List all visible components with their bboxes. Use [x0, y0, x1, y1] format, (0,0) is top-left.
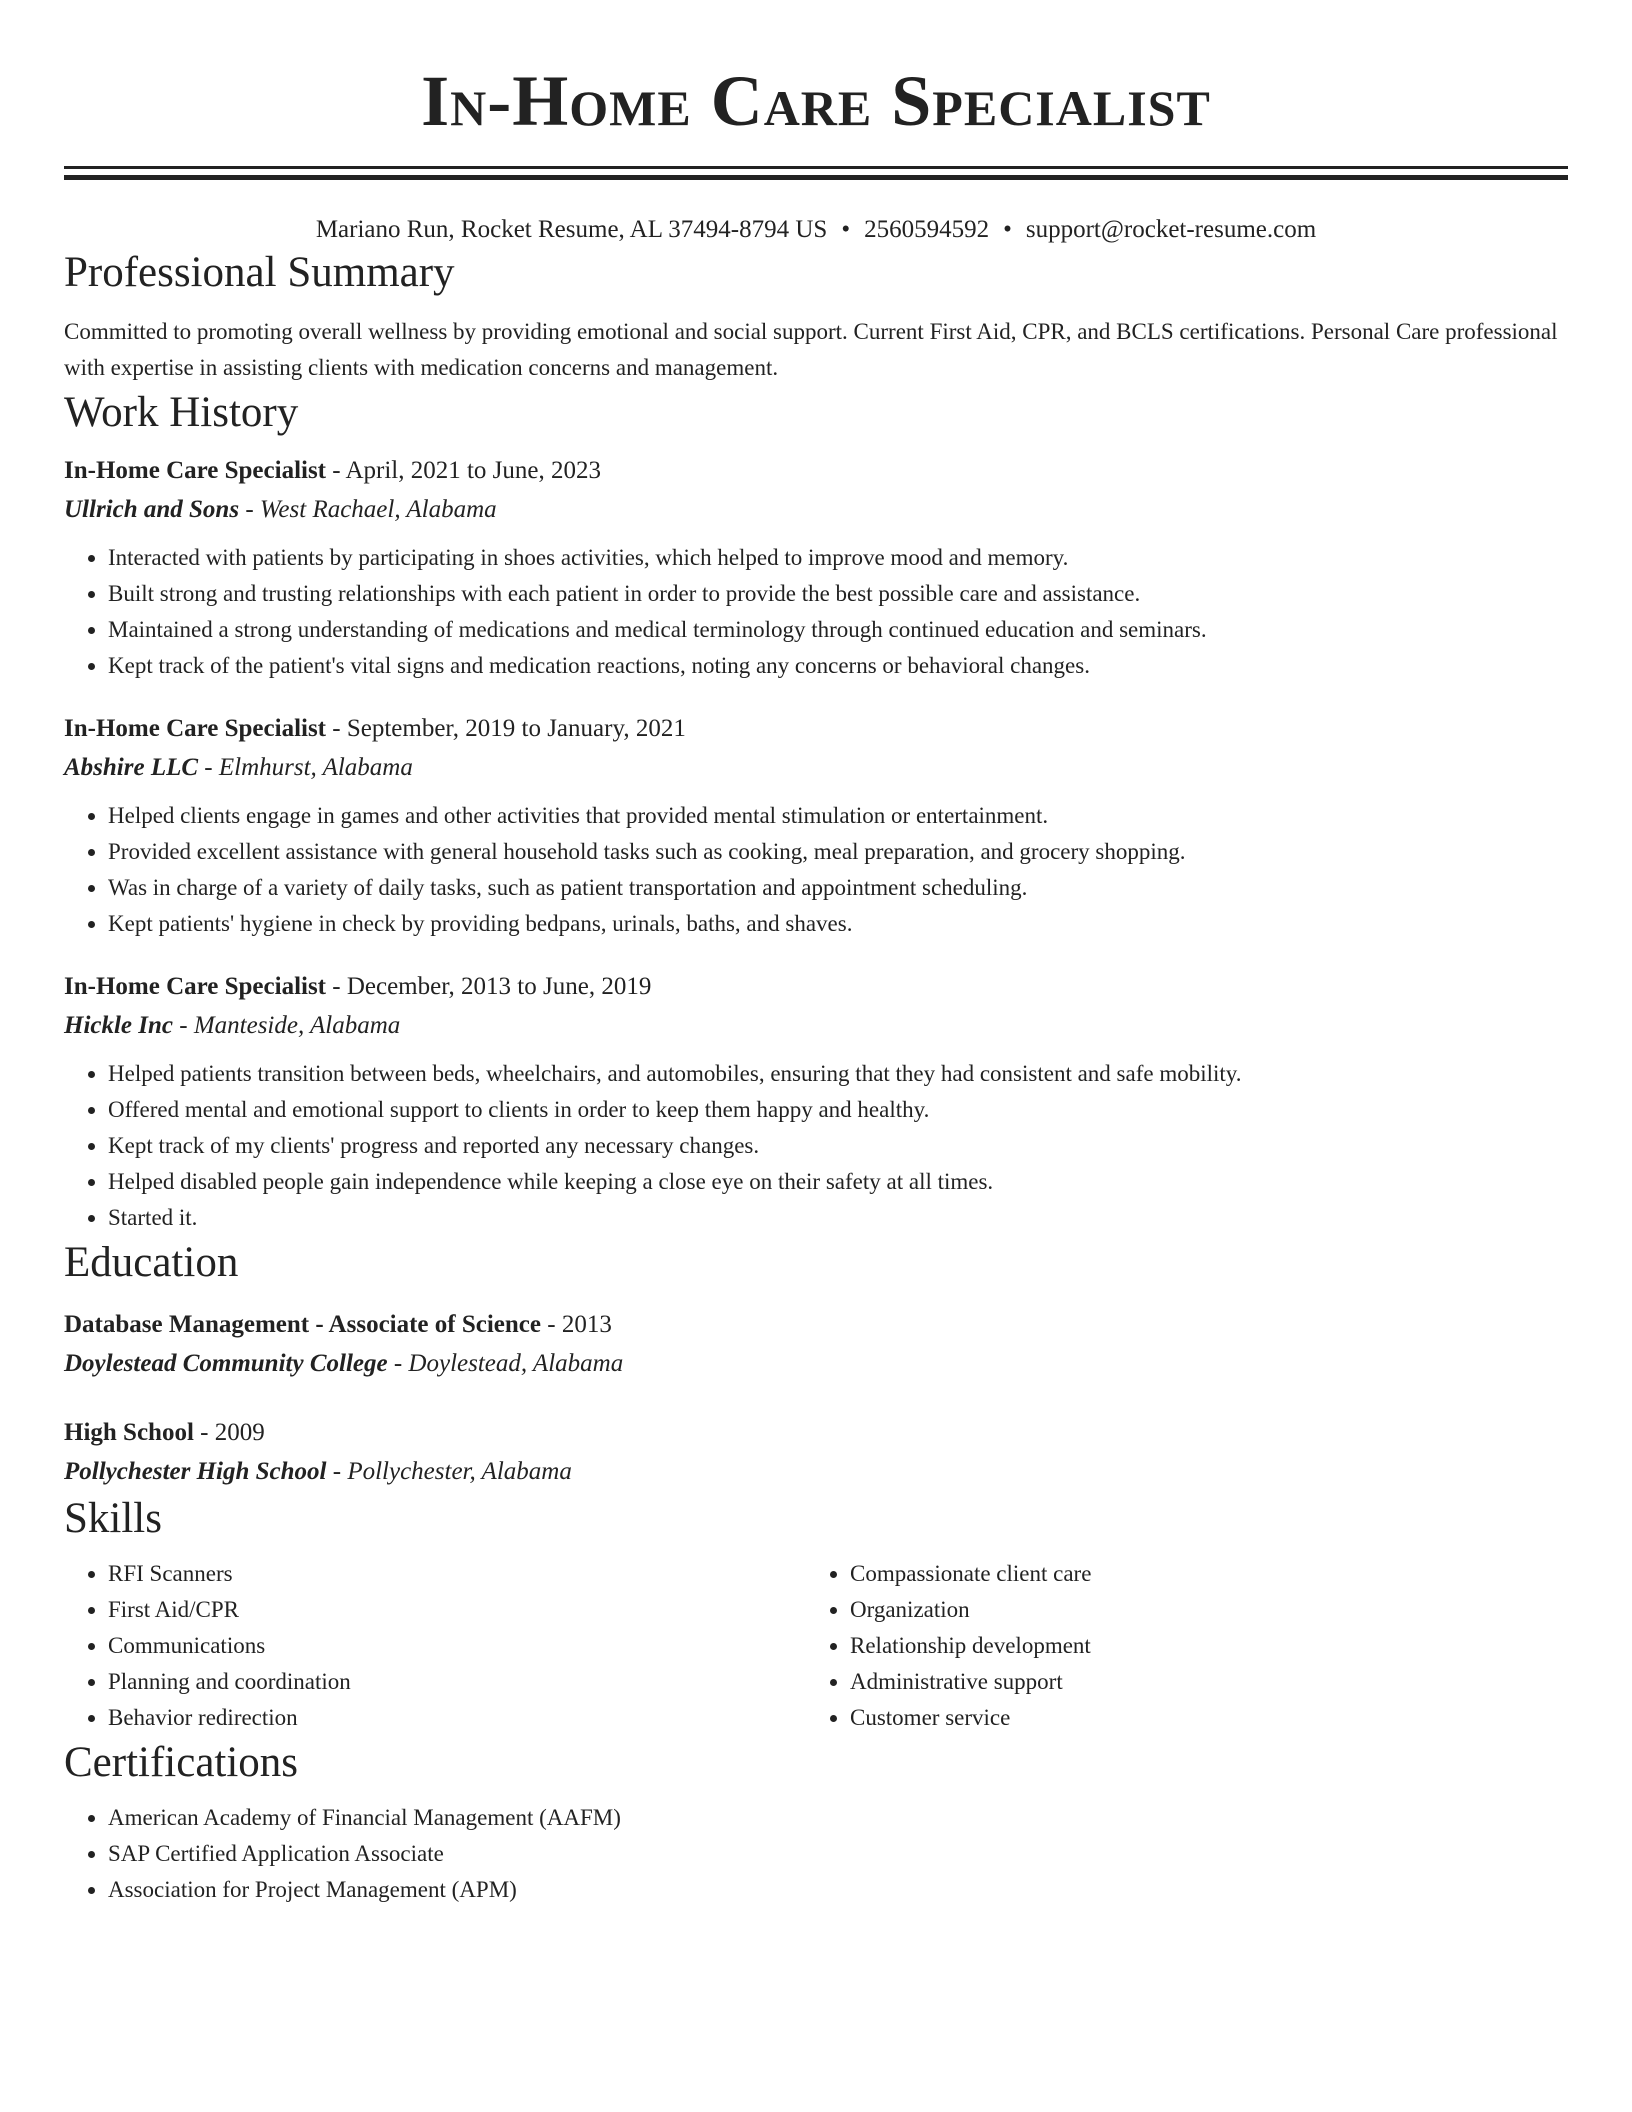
job-title-line	[64, 710, 1568, 748]
list-item: • Helped patients transition between beds, wheelchairs, and automobiles, ensuring that they had consistent and safe mobility.	[108, 1056, 1568, 1092]
job-location: - West Rachael, Alabama	[239, 496, 497, 523]
job-company: Ullrich and Sons	[64, 496, 240, 523]
education-entry	[64, 1414, 1568, 1492]
skill-item: • First Aid/CPR	[108, 1592, 806, 1628]
job-location: - Manteside, Alabama	[173, 1012, 401, 1039]
skills-columns	[64, 1556, 1568, 1736]
section-heading-certifications: Certifications	[64, 1739, 299, 1786]
certification-item: • Association for Project Management (APM)	[108, 1872, 1568, 1908]
job-company-line	[64, 490, 1568, 530]
list-item: • Started it.	[108, 1200, 1568, 1236]
section-heading-summary: Professional Summary	[64, 249, 455, 296]
skill-item: • Administrative support	[850, 1664, 1550, 1700]
skill-item: • Planning and coordination	[108, 1664, 806, 1700]
list-item: • Provided excellent assistance with general household tasks such as cooking, meal preparation, and grocery shopping.	[108, 834, 1568, 870]
job-title-line	[64, 968, 1568, 1006]
education-school-line	[64, 1344, 1568, 1384]
job-dates: - April, 2021 to June, 2023	[326, 457, 602, 484]
summary-text: Committed to promoting overall wellness by providing emotional and social support. Current First Aid, CPR, and BCLS certifications. Personal Care professional with expertise in assisting clients with medication concerns and management.	[64, 319, 1558, 380]
section-heading-education: Education	[64, 1239, 239, 1286]
job-entry	[64, 968, 1568, 1236]
resume-page	[64, 0, 1568, 1908]
resume-title: In-Home Care Specialist	[421, 61, 1211, 141]
skill-item: • Relationship development	[850, 1628, 1550, 1664]
job-company-line	[64, 748, 1568, 788]
job-location: - Elmhurst, Alabama	[198, 754, 413, 781]
job-title-line	[64, 452, 1568, 490]
list-item: • Offered mental and emotional support to clients in order to keep them happy and healthy.	[108, 1092, 1568, 1128]
education-location: - Pollychester, Alabama	[326, 1458, 572, 1485]
education-school: Pollychester High School	[64, 1458, 327, 1485]
list-item: • Interacted with patients by participating in shoes activities, which helped to improve mood and memory.	[108, 540, 1568, 576]
contact-email: support@rocket-resume.com	[1025, 216, 1317, 243]
job-bullet-list	[64, 798, 1568, 942]
skills-list-left	[64, 1556, 806, 1736]
section-heading-work-history: Work History	[64, 389, 299, 436]
certifications-list	[64, 1800, 1568, 1908]
education-school: Doylestead Community College	[64, 1350, 388, 1377]
education-degree-line	[64, 1414, 1568, 1452]
job-dates: - December, 2013 to June, 2019	[326, 973, 652, 1000]
job-bullet-list	[64, 540, 1568, 684]
education-school-line	[64, 1452, 1568, 1492]
certification-item: • American Academy of Financial Management (AAFM)	[108, 1800, 1568, 1836]
education-entry	[64, 1306, 1568, 1384]
education-degree-line	[64, 1306, 1568, 1344]
job-entry	[64, 710, 1568, 942]
job-company: Hickle Inc	[64, 1012, 174, 1039]
job-company-line	[64, 1006, 1568, 1046]
list-item: • Helped disabled people gain independence while keeping a close eye on their safety at all times.	[108, 1164, 1568, 1200]
list-item: • Maintained a strong understanding of medications and medical terminology through continued education and seminars.	[108, 612, 1568, 648]
list-item: • Helped clients engage in games and other activities that provided mental stimulation or entertainment.	[108, 798, 1568, 834]
education-location: - Doylestead, Alabama	[387, 1350, 624, 1377]
education-year: - 2009	[193, 1419, 265, 1446]
certification-item: • SAP Certified Application Associate	[108, 1836, 1568, 1872]
job-title: In-Home Care Specialist	[64, 973, 327, 1000]
skill-item: • Organization	[850, 1592, 1550, 1628]
list-item: • Kept track of the patient's vital signs and medication reactions, noting any concerns or behavioral changes.	[108, 648, 1568, 684]
skills-list-right	[806, 1556, 1550, 1736]
contact-line	[64, 214, 1568, 246]
contact-address: Mariano Run, Rocket Resume, AL 37494-8794 US	[315, 216, 828, 243]
list-item: • Was in charge of a variety of daily tasks, such as patient transportation and appointment scheduling.	[108, 870, 1568, 906]
list-item: • Kept track of my clients' progress and reported any necessary changes.	[108, 1128, 1568, 1164]
title-divider-thin	[64, 166, 1568, 169]
job-dates: - September, 2019 to January, 2021	[326, 715, 686, 742]
list-item: • Built strong and trusting relationships with each patient in order to provide the best possible care and assistance.	[108, 576, 1568, 612]
job-title: In-Home Care Specialist	[64, 457, 327, 484]
skill-item: • Customer service	[850, 1700, 1550, 1736]
education-degree: High School	[64, 1419, 194, 1446]
skill-item: • RFI Scanners	[108, 1556, 806, 1592]
skill-item: • Communications	[108, 1628, 806, 1664]
job-company: Abshire LLC	[64, 754, 199, 781]
job-bullet-list	[64, 1056, 1568, 1236]
contact-separator: •	[1003, 216, 1012, 243]
list-item: • Kept patients' hygiene in check by providing bedpans, urinals, baths, and shaves.	[108, 906, 1568, 942]
education-year: - 2013	[541, 1311, 612, 1338]
title-divider-thick	[64, 175, 1568, 180]
section-heading-skills: Skills	[64, 1495, 162, 1542]
job-entry	[64, 452, 1568, 684]
skill-item: • Compassionate client care	[850, 1556, 1550, 1592]
skill-item: • Behavior redirection	[108, 1700, 806, 1736]
contact-phone: 2560594592	[864, 216, 990, 243]
job-title: In-Home Care Specialist	[64, 715, 327, 742]
contact-separator: •	[841, 216, 851, 243]
education-degree: Database Management - Associate of Science	[64, 1311, 541, 1338]
